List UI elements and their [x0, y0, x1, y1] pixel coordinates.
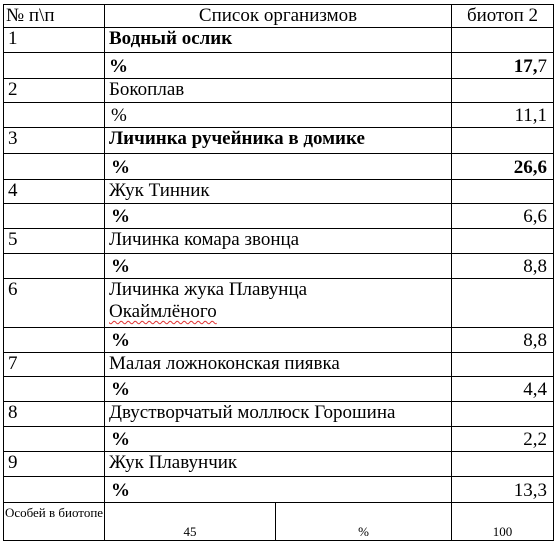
percent-value: 6,6: [452, 204, 554, 229]
percent-value: 26,6: [452, 154, 554, 180]
table-row: [4, 452, 554, 477]
table-row: [4, 180, 554, 204]
footer-total: 100: [452, 503, 554, 541]
percent-value: 8,8: [452, 254, 554, 279]
empty-cell: [4, 254, 105, 279]
organism-name-line1: Личинка жука Плавунца: [109, 279, 308, 300]
table-row: [4, 402, 554, 427]
empty-cell: [452, 279, 554, 328]
empty-cell: [4, 427, 105, 452]
row-number: 3: [4, 128, 105, 154]
footer-percent-label: %: [276, 503, 452, 541]
organism-name: Личинка ручейника в домике: [105, 128, 452, 154]
percent-value: 13,3: [452, 477, 554, 503]
organism-name: Личинка комара звонца: [105, 229, 452, 254]
organism-name: Водный ослик: [105, 28, 452, 53]
table-row: [4, 353, 554, 377]
organism-name: Жук Плавунчик: [105, 452, 452, 477]
table-row: [4, 279, 554, 328]
organism-name: Двустворчатый моллюск Горошина: [105, 402, 452, 427]
empty-cell: [4, 53, 105, 79]
empty-cell: [4, 154, 105, 180]
table-row-percent: [4, 204, 554, 229]
percent-label: %: [105, 328, 452, 353]
table-row-percent: [4, 427, 554, 452]
percent-value: 11,1: [452, 103, 554, 128]
organism-name: Жук Тинник: [105, 180, 452, 204]
empty-cell: [452, 452, 554, 477]
percent-label: %: [105, 377, 452, 402]
table-footer-row: [4, 503, 554, 541]
table-row-percent: [4, 328, 554, 353]
percent-label: %: [105, 154, 452, 180]
empty-cell: [4, 103, 105, 128]
empty-cell: [452, 79, 554, 103]
footer-label: Особей в биотопе: [4, 503, 105, 541]
empty-cell: [452, 28, 554, 53]
percent-label: %: [105, 254, 452, 279]
empty-cell: [4, 477, 105, 503]
header-number: № п\п: [4, 5, 105, 28]
table-row-percent: [4, 53, 554, 79]
percent-label: %: [105, 477, 452, 503]
table-row: [4, 229, 554, 254]
percent-value-rest: 7: [537, 56, 547, 77]
table-row: [4, 28, 554, 53]
row-number: 8: [4, 402, 105, 427]
empty-cell: [452, 229, 554, 254]
row-number: 7: [4, 353, 105, 377]
table-row: [4, 79, 554, 103]
row-number: 4: [4, 180, 105, 204]
table-row-percent: [4, 477, 554, 503]
row-number: 2: [4, 79, 105, 103]
percent-value-bold-part: 17,: [513, 56, 538, 77]
table-row-percent: [4, 154, 554, 180]
percent-label: %: [105, 204, 452, 229]
empty-cell: [4, 204, 105, 229]
percent-value: 4,4: [452, 377, 554, 402]
empty-cell: [452, 180, 554, 204]
row-number: 9: [4, 452, 105, 477]
percent-value: [452, 53, 554, 79]
footer-count: 45: [105, 503, 276, 541]
table-row-percent: [4, 377, 554, 402]
organism-name: [105, 279, 452, 328]
empty-cell: [452, 353, 554, 377]
table-row-percent: [4, 254, 554, 279]
percent-label: %: [105, 103, 452, 128]
row-number: 5: [4, 229, 105, 254]
percent-value: 8,8: [452, 328, 554, 353]
row-number: 1: [4, 28, 105, 53]
percent-label: %: [105, 427, 452, 452]
table-header-row: [4, 5, 554, 28]
organism-name: Малая ложноконская пиявка: [105, 353, 452, 377]
table-row-percent: [4, 103, 554, 128]
table-row: [4, 128, 554, 154]
empty-cell: [452, 128, 554, 154]
empty-cell: [4, 328, 105, 353]
percent-value: 2,2: [452, 427, 554, 452]
organism-name: Бокоплав: [105, 79, 452, 103]
organisms-table: [3, 4, 554, 541]
header-biotope: биотоп 2: [452, 5, 554, 28]
row-number: 6: [4, 279, 105, 328]
empty-cell: [452, 402, 554, 427]
organism-name-line2: Окаймлёного: [109, 301, 217, 322]
empty-cell: [4, 377, 105, 402]
header-organisms: Список организмов: [105, 5, 452, 28]
percent-label: %: [105, 53, 452, 79]
